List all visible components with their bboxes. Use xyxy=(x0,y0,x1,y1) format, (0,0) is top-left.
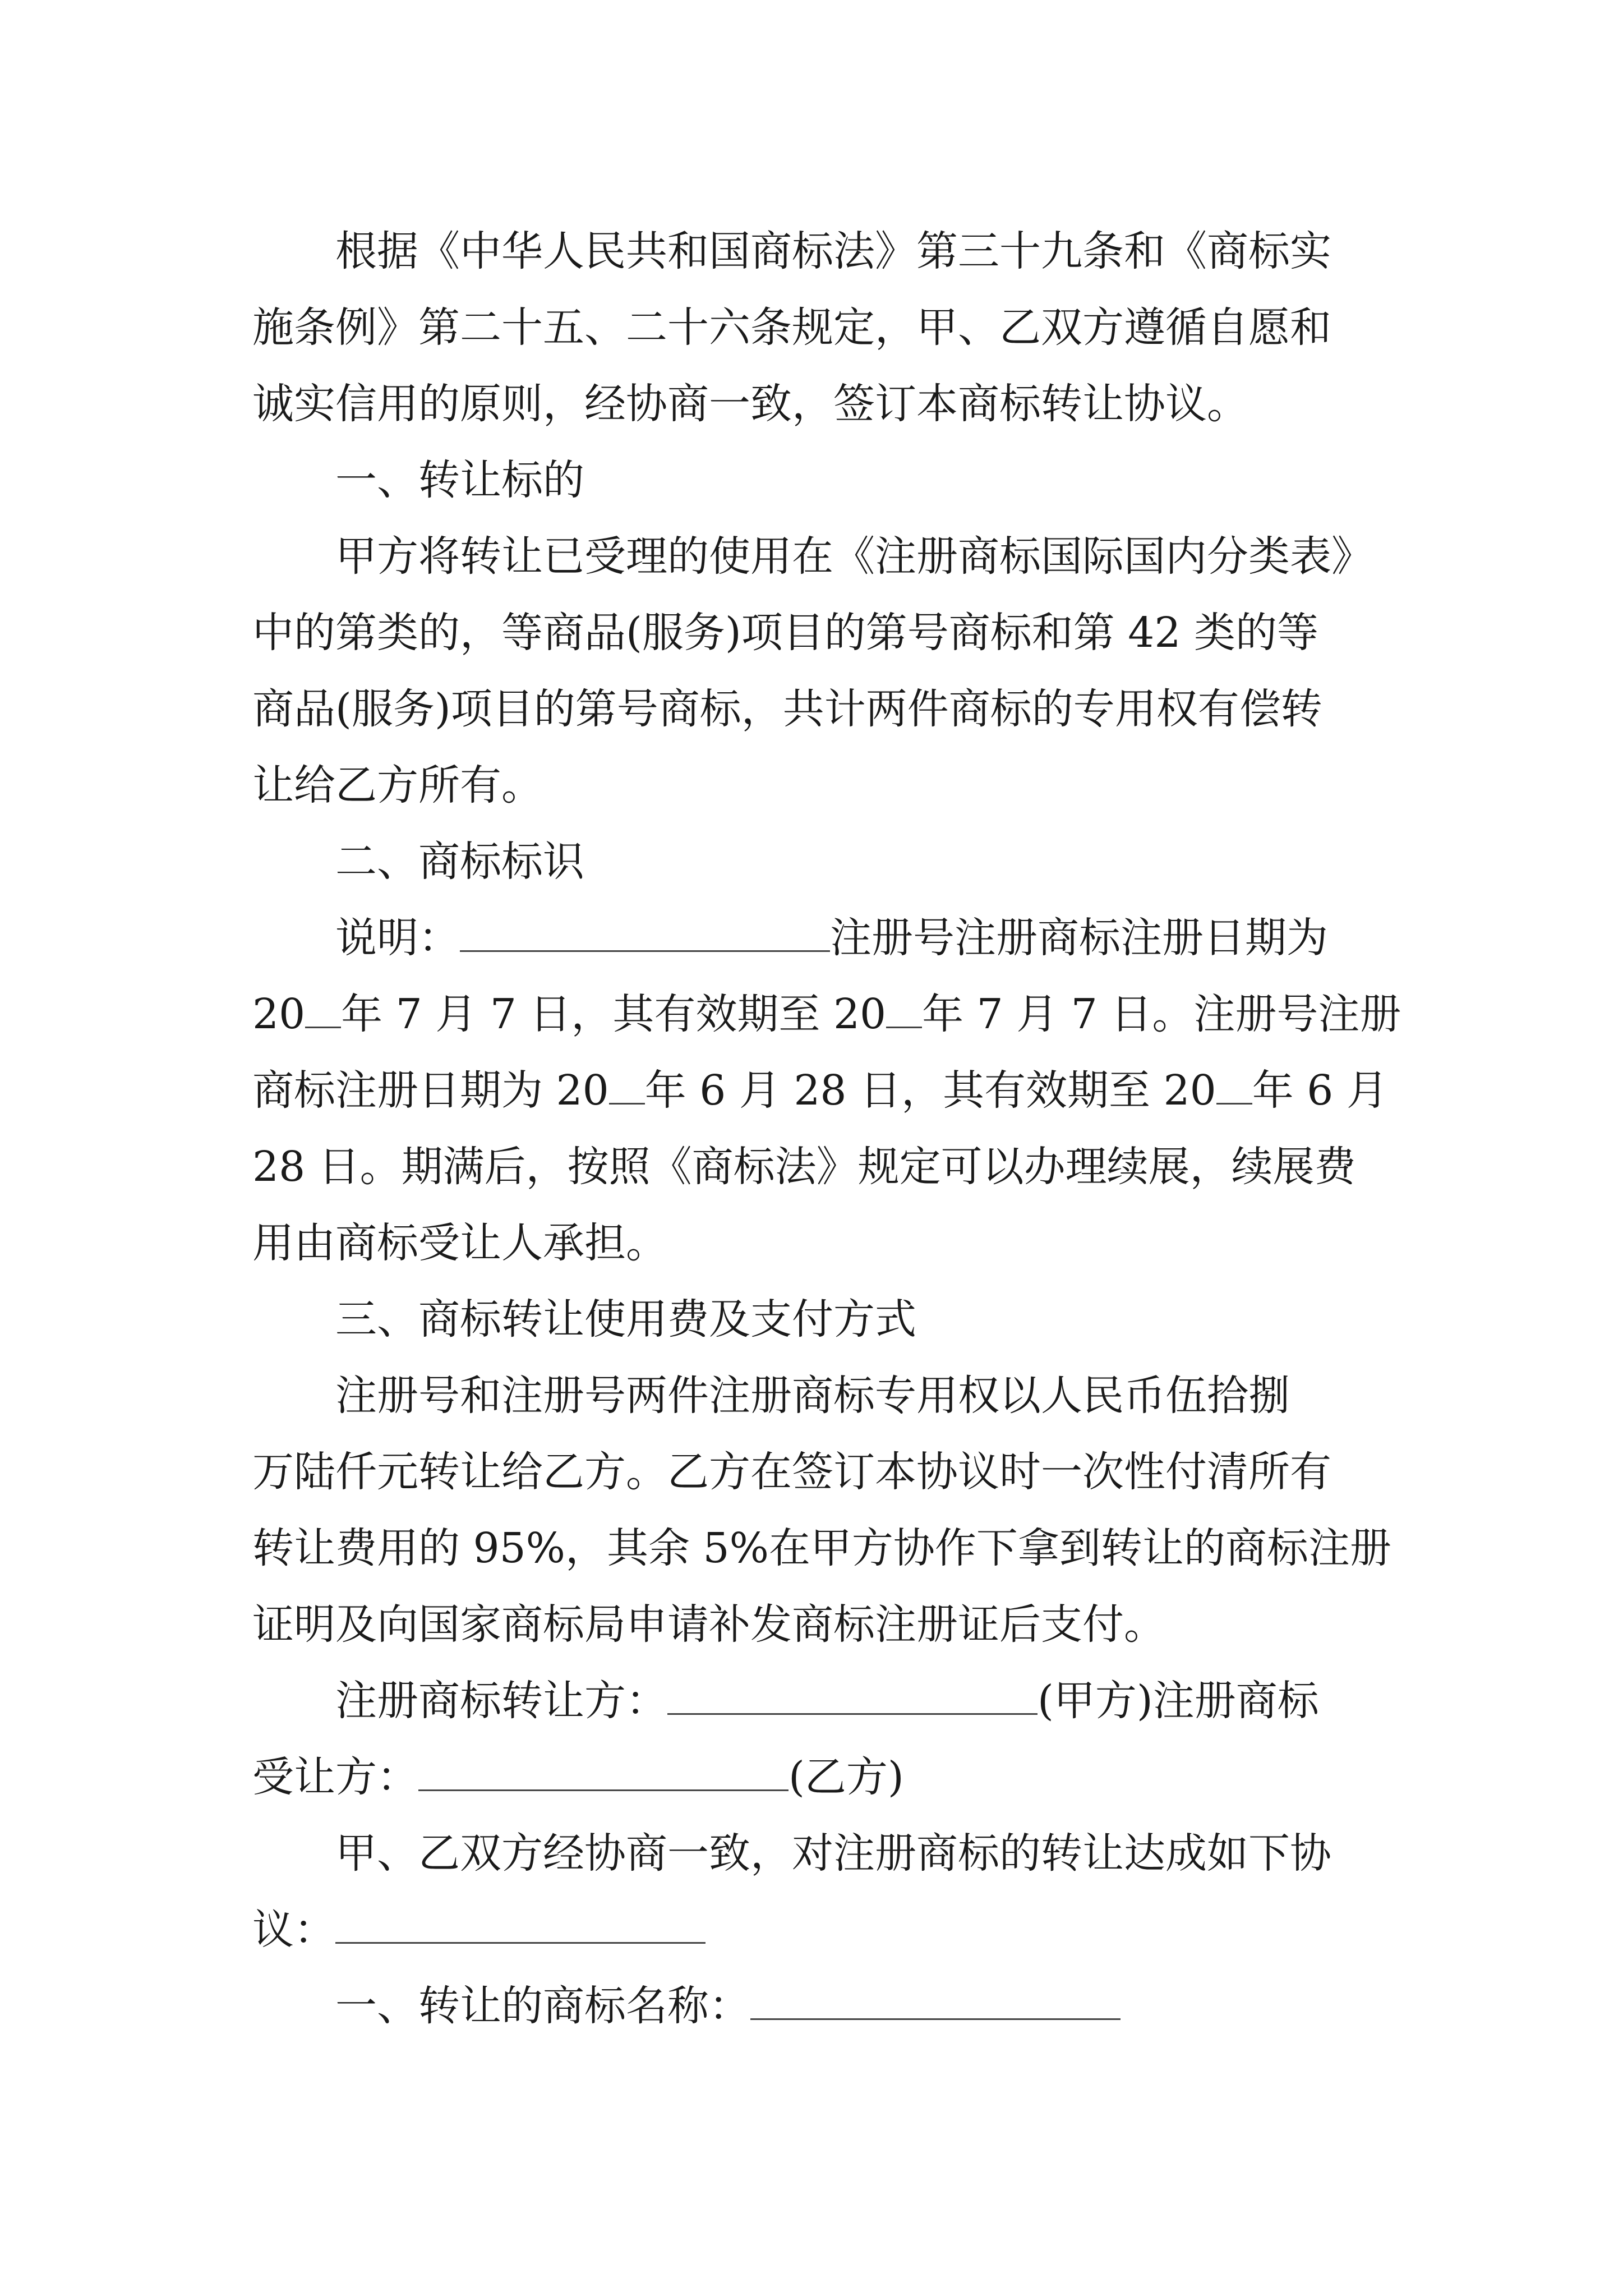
paragraph-line: 根据《中华人民共和国商标法》第三十九条和《商标实 xyxy=(335,227,1331,275)
paragraph-line: 让给乙方所有。 xyxy=(252,761,543,809)
transferor-label: 注册商标转让方： xyxy=(335,1677,667,1725)
transferor-blank[interactable] xyxy=(667,1684,1038,1715)
date-text: 年 6 月 xyxy=(1252,1066,1388,1115)
section-heading-transfer-subject: 一、转让标的 xyxy=(335,456,584,504)
paragraph-line: 万陆仟元转让给乙方。乙方在签订本协议时一次性付清所有 xyxy=(252,1448,1331,1496)
explanation-line xyxy=(252,900,1398,976)
date-text: 商标注册日期为 20 xyxy=(252,1066,609,1115)
date-text: 年 6 月 28 日，其有效期至 20 xyxy=(644,1066,1216,1115)
transferee-blank[interactable] xyxy=(418,1760,789,1791)
paragraph-line: 甲方将转让已受理的使用在《注册商标国际国内分类表》 xyxy=(335,532,1373,581)
paragraph-line: 用由商标受让人承担。 xyxy=(252,1219,667,1267)
transferee-label: 受让方： xyxy=(252,1753,418,1801)
date-text: 年 7 月 7 日，其有效期至 20 xyxy=(341,990,887,1038)
agreement-line xyxy=(252,1892,1398,1968)
explanation-blank[interactable] xyxy=(460,921,830,952)
year-blank[interactable] xyxy=(886,997,922,1028)
year-blank[interactable] xyxy=(609,1074,645,1105)
explanation-label: 说明： xyxy=(335,914,460,962)
transferor-line xyxy=(252,1663,1398,1739)
paragraph-line: 甲、乙双方经协商一致，对注册商标的转让达成如下协 xyxy=(335,1829,1331,1878)
year-blank[interactable] xyxy=(305,997,341,1028)
date-text: 年 7 月 7 日。注册号注册 xyxy=(922,990,1401,1038)
paragraph-line: 转让费用的 95%，其余 5%在甲方协作下拿到转让的商标注册 xyxy=(252,1524,1391,1572)
paragraph-line xyxy=(252,976,1401,1052)
paragraph-line: 诚实信用的原则，经协商一致，签订本商标转让协议。 xyxy=(252,380,1248,428)
agreement-label: 议： xyxy=(252,1906,335,1954)
agreement-blank[interactable] xyxy=(335,1913,706,1944)
year-blank[interactable] xyxy=(1216,1074,1252,1105)
explanation-text: 注册号注册商标注册日期为 xyxy=(830,914,1328,962)
trademark-name-blank[interactable] xyxy=(750,1989,1121,2020)
transferor-suffix: (甲方)注册商标 xyxy=(1038,1677,1319,1725)
paragraph-line: 施条例》第二十五、二十六条规定，甲、乙双方遵循自愿和 xyxy=(252,303,1331,352)
transferee-suffix: (乙方) xyxy=(789,1753,904,1801)
year-prefix: 20 xyxy=(252,990,306,1038)
trademark-name-line xyxy=(252,1968,1398,2044)
paragraph-line: 证明及向国家商标局申请补发商标注册证后支付。 xyxy=(252,1600,1165,1649)
paragraph-line: 28 日。期满后，按照《商标法》规定可以办理续展，续展费 xyxy=(252,1143,1356,1191)
paragraph-line: 商品(服务)项目的第号商标，共计两件商标的专用权有偿转 xyxy=(252,685,1322,733)
paragraph-line: 中的第类的，等商品(服务)项目的第号商标和第 42 类的等 xyxy=(252,609,1318,657)
trademark-name-label: 一、转让的商标名称： xyxy=(335,1982,750,2030)
transferee-line xyxy=(252,1739,1398,1815)
paragraph-line: 注册号和注册号两件注册商标专用权以人民币伍拾捌 xyxy=(335,1372,1290,1420)
section-heading-trademark-mark: 二、商标标识 xyxy=(335,838,584,886)
section-heading-fee-payment: 三、商标转让使用费及支付方式 xyxy=(335,1295,916,1343)
paragraph-line xyxy=(252,1052,1398,1129)
